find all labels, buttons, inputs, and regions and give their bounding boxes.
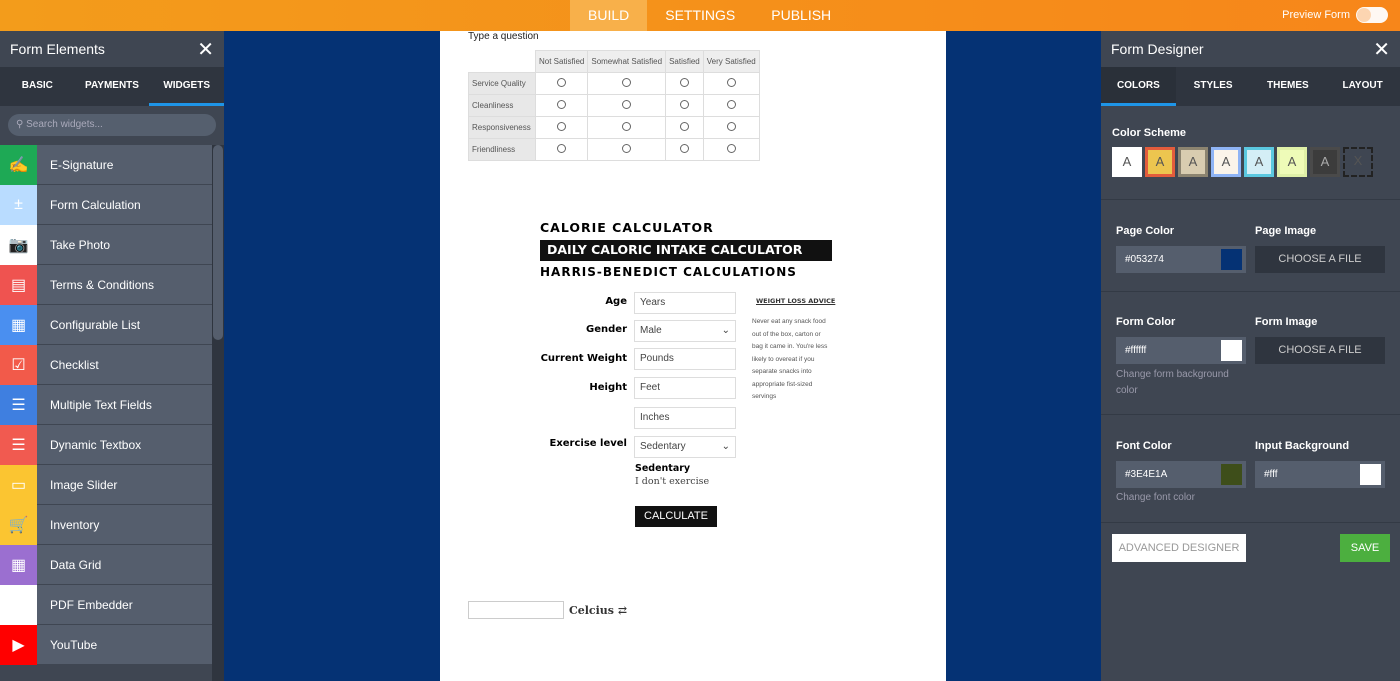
row-label: Cleanliness <box>469 95 536 117</box>
widget-label: PDF Embedder <box>50 598 133 612</box>
image-slider-icon: ▭ <box>0 465 37 505</box>
temperature-unit: Celcius <box>569 604 614 617</box>
close-icon[interactable]: ✕ <box>1373 38 1390 61</box>
color-scheme-swatch[interactable]: A <box>1310 147 1340 177</box>
form-elements-panel <box>0 31 224 681</box>
signature-icon: ✍ <box>0 145 37 185</box>
form-image-button[interactable]: CHOOSE A FILE <box>1255 337 1385 364</box>
search-placeholder: Search widgets... <box>26 119 103 130</box>
height-inches-input[interactable]: Inches <box>634 407 736 429</box>
tab-build[interactable]: BUILD <box>570 0 647 31</box>
widget-item[interactable] <box>0 505 212 545</box>
radio-button[interactable] <box>727 78 736 87</box>
color-scheme-swatch[interactable]: A <box>1112 147 1142 177</box>
radio-button[interactable] <box>680 78 689 87</box>
row-label: Responsiveness <box>469 117 536 139</box>
pdf-icon: ⬚ <box>0 585 37 625</box>
radio-button[interactable] <box>557 78 566 87</box>
age-label: Age <box>605 296 627 307</box>
color-chip[interactable] <box>1221 464 1242 485</box>
page-image-label: Page Image <box>1255 225 1317 237</box>
matrix-row <box>469 139 760 161</box>
form-designer-panel <box>1101 31 1400 681</box>
exercise-desc: I don't exercise <box>635 476 710 487</box>
widget-item[interactable] <box>0 345 212 385</box>
widget-item[interactable] <box>0 545 212 585</box>
input-bg-value: #fff <box>1264 469 1278 480</box>
color-chip[interactable] <box>1221 249 1242 270</box>
textbox-icon: ☰ <box>0 425 37 465</box>
radio-button[interactable] <box>727 122 736 131</box>
form-color-value: #ffffff <box>1125 345 1147 356</box>
radio-button[interactable] <box>680 144 689 153</box>
weight-label: Current Weight <box>540 353 627 364</box>
youtube-icon: ▶ <box>0 625 37 665</box>
form-image-label: Form Image <box>1255 316 1318 328</box>
row-label: Friendliness <box>469 139 536 161</box>
page-color-field[interactable] <box>1116 246 1246 273</box>
panel-title: Form Elements <box>10 41 105 57</box>
radio-button[interactable] <box>727 144 736 153</box>
divider <box>1101 291 1400 292</box>
height-label: Height <box>589 382 627 393</box>
divider <box>1101 414 1400 415</box>
color-scheme-swatch[interactable]: A <box>1277 147 1307 177</box>
swap-icon[interactable]: ⇄ <box>617 604 628 617</box>
widget-label: Multiple Text Fields <box>50 398 152 412</box>
widget-item[interactable] <box>0 265 212 305</box>
matrix-table <box>468 50 760 161</box>
widget-item[interactable] <box>0 185 212 225</box>
radio-button[interactable] <box>557 122 566 131</box>
widget-item[interactable] <box>0 465 212 505</box>
widget-label: Inventory <box>50 518 100 532</box>
scrollbar[interactable] <box>212 145 224 681</box>
tab-payments[interactable]: PAYMENTS <box>85 80 139 91</box>
radio-button[interactable] <box>557 100 566 109</box>
gender-select[interactable] <box>634 320 736 342</box>
column-header: Very Satisfied <box>703 51 759 73</box>
form-color-field[interactable] <box>1116 337 1246 364</box>
tab-settings[interactable]: SETTINGS <box>665 7 736 23</box>
color-scheme-swatch[interactable]: A <box>1145 147 1175 177</box>
widget-list <box>0 145 212 665</box>
checklist-icon: ☑ <box>0 345 37 385</box>
column-header: Somewhat Satisfied <box>588 51 666 73</box>
age-input[interactable]: Years <box>634 292 736 314</box>
widget-label: E-Signature <box>50 158 114 172</box>
exercise-label: Exercise level <box>549 438 627 449</box>
chevron-down-icon: ⌄ <box>721 441 730 452</box>
chevron-down-icon: ⌄ <box>721 325 730 336</box>
form-canvas <box>440 31 946 681</box>
top-bar <box>0 0 1400 31</box>
camera-icon: 📷 <box>0 225 37 265</box>
exercise-title: Sedentary <box>635 463 691 474</box>
widget-label: Terms & Conditions <box>50 278 155 292</box>
calc-subtitle: HARRIS-BENEDICT CALCULATIONS <box>540 265 797 279</box>
advanced-designer-button[interactable]: ADVANCED DESIGNER <box>1112 534 1246 562</box>
page-color-value: #053274 <box>1125 254 1164 265</box>
divider <box>1101 199 1400 200</box>
widget-item[interactable] <box>0 585 212 625</box>
tab-publish[interactable]: PUBLISH <box>771 7 832 23</box>
advice-text: Never eat any snack food out of the box, carton or bag it came in. You're less likely to overeat if you separate snacks into appropriate fist-sized servings <box>752 318 828 400</box>
page-color-label: Page Color <box>1116 225 1175 237</box>
font-color-label: Font Color <box>1116 440 1172 452</box>
matrix-row <box>469 95 760 117</box>
widget-label: Dynamic Textbox <box>50 438 142 452</box>
save-button[interactable]: SAVE <box>1340 534 1390 562</box>
widget-label: Image Slider <box>50 478 118 492</box>
widget-label: Data Grid <box>50 558 102 572</box>
tab-basic[interactable]: BASIC <box>21 80 53 91</box>
color-chip[interactable] <box>1221 340 1242 361</box>
matrix-row <box>469 73 760 95</box>
tab-layout[interactable]: LAYOUT <box>1342 80 1383 91</box>
calculate-button[interactable]: CALCULATE <box>635 506 717 527</box>
font-color-field[interactable] <box>1116 461 1246 488</box>
color-scheme-label: Color Scheme <box>1112 127 1186 139</box>
radio-button[interactable] <box>557 144 566 153</box>
height-feet-input[interactable]: Feet <box>634 377 736 399</box>
document-icon: ▤ <box>0 265 37 305</box>
matrix-corner <box>469 51 536 73</box>
exercise-select[interactable] <box>634 436 736 458</box>
preview-label: Preview Form <box>1282 9 1350 21</box>
search-icon: ⚲ <box>16 119 27 130</box>
tab-styles[interactable]: STYLES <box>1193 80 1233 91</box>
calc-title: CALORIE CALCULATOR <box>540 220 714 235</box>
tab-themes[interactable]: THEMES <box>1267 80 1309 91</box>
radio-button[interactable] <box>622 78 631 87</box>
widget-item[interactable] <box>0 305 212 345</box>
tab-widgets[interactable]: WIDGETS <box>149 67 224 106</box>
radio-button[interactable] <box>622 144 631 153</box>
form-color-hint: Change form background color <box>1116 369 1229 396</box>
form-color-label: Form Color <box>1116 316 1176 328</box>
radio-button[interactable] <box>622 100 631 109</box>
text-fields-icon: ☰ <box>0 385 37 425</box>
list-grid-icon: ▦ <box>0 305 37 345</box>
widget-item[interactable] <box>0 145 212 185</box>
calculator-icon: ± <box>0 185 37 225</box>
advice-title[interactable]: WEIGHT LOSS ADVICE <box>756 297 836 305</box>
font-color-hint: Change font color <box>1116 492 1195 503</box>
preview-toggle[interactable] <box>1356 7 1388 23</box>
widget-label: YouTube <box>50 638 98 652</box>
page-image-button[interactable]: CHOOSE A FILE <box>1255 246 1385 273</box>
color-chip[interactable] <box>1360 464 1381 485</box>
matrix-row <box>469 117 760 139</box>
widget-label: Take Photo <box>50 238 111 252</box>
input-bg-label: Input Background <box>1255 440 1350 452</box>
color-scheme-swatch[interactable]: A <box>1244 147 1274 177</box>
calc-banner: DAILY CALORIC INTAKE CALCULATOR <box>540 240 832 261</box>
exercise-value: Sedentary <box>640 441 686 452</box>
tab-colors[interactable]: COLORS <box>1101 67 1176 106</box>
grid-icon: ▦ <box>0 545 37 585</box>
cart-icon: 🛒 <box>0 505 37 545</box>
widget-item[interactable] <box>0 225 212 265</box>
radio-button[interactable] <box>680 100 689 109</box>
widget-item[interactable] <box>0 425 212 465</box>
column-header: Satisfied <box>666 51 704 73</box>
radio-button[interactable] <box>727 100 736 109</box>
close-icon[interactable]: ✕ <box>197 38 214 61</box>
widget-label: Configurable List <box>50 318 141 332</box>
color-scheme-swatch[interactable]: X <box>1343 147 1373 177</box>
widget-label: Checklist <box>50 358 99 372</box>
color-scheme-swatch[interactable]: A <box>1178 147 1208 177</box>
temperature-input[interactable] <box>468 601 564 619</box>
column-header: Not Satisfied <box>536 51 588 73</box>
gender-label: Gender <box>586 324 627 335</box>
font-color-value: #3E4E1A <box>1125 469 1168 480</box>
radio-button[interactable] <box>680 122 689 131</box>
widget-item[interactable] <box>0 625 212 665</box>
radio-button[interactable] <box>622 122 631 131</box>
gender-value: Male <box>640 325 662 336</box>
input-bg-field[interactable] <box>1255 461 1385 488</box>
question-label: Type a question <box>468 31 539 42</box>
divider <box>1101 522 1400 523</box>
widget-label: Form Calculation <box>50 198 141 212</box>
color-scheme-list <box>1112 147 1376 177</box>
panel-title: Form Designer <box>1111 41 1204 57</box>
search-widgets-input[interactable] <box>8 114 216 136</box>
weight-input[interactable]: Pounds <box>634 348 736 370</box>
row-label: Service Quality <box>469 73 536 95</box>
scrollbar-thumb[interactable] <box>213 145 223 340</box>
widget-item[interactable] <box>0 385 212 425</box>
color-scheme-swatch[interactable]: A <box>1211 147 1241 177</box>
